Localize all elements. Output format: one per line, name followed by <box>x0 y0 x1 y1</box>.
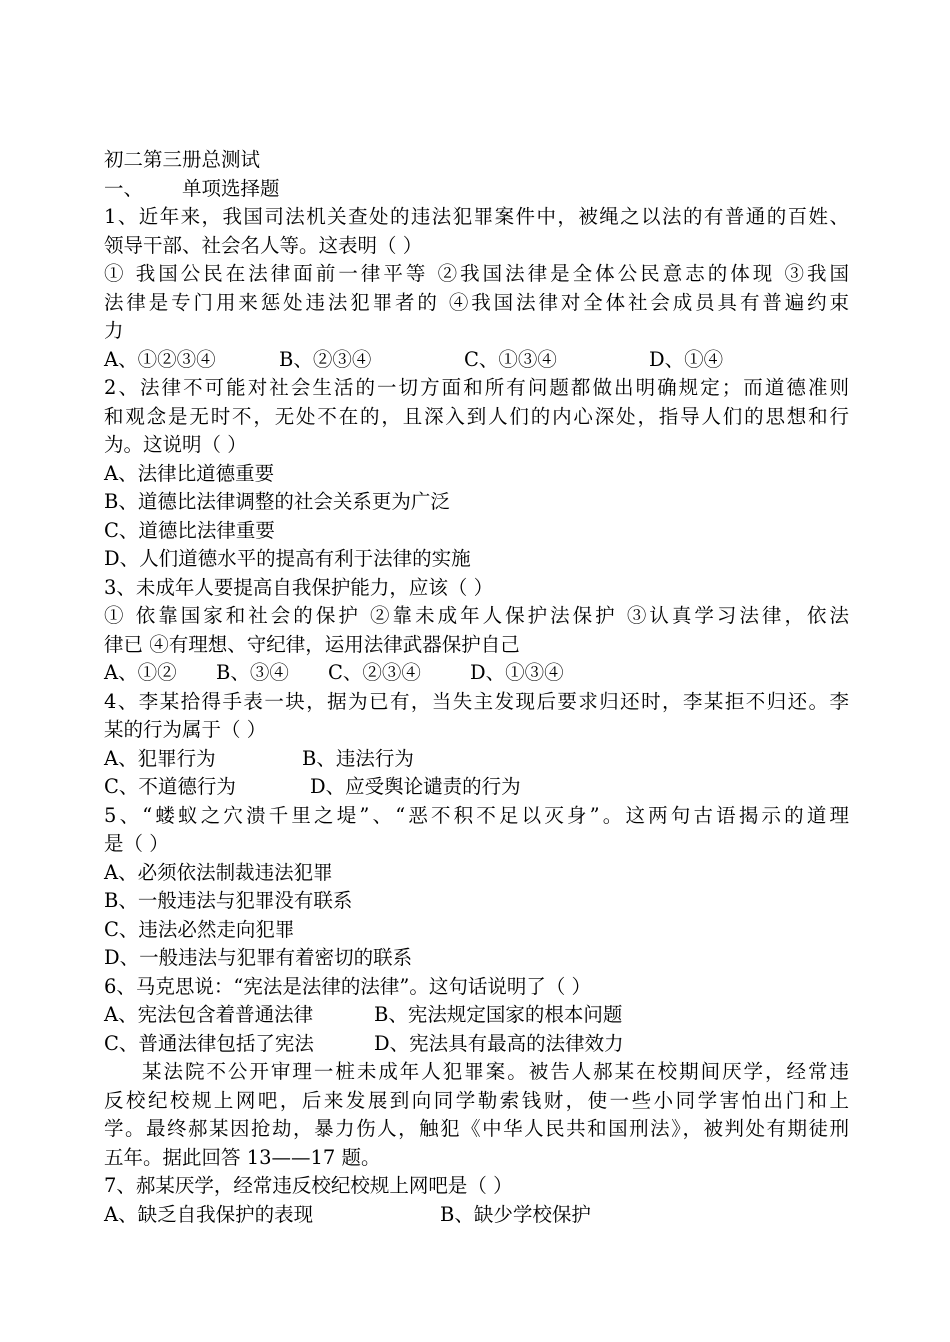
option-a: A、宪法包含着普通法律 <box>104 1003 314 1026</box>
question-3 <box>104 574 849 688</box>
option-row <box>104 659 849 688</box>
option-d: D、应受舆论谴责的行为 <box>310 775 521 798</box>
question-text: ① 我国公民在法律面前一律平等 ②我国法律是全体公民意志的体现 ③我国 <box>104 262 849 285</box>
option-row <box>104 1201 849 1230</box>
reading-passage <box>104 1058 849 1172</box>
option-row <box>104 1001 849 1030</box>
passage-text: 学。最终郝某因抢劫，暴力伤人，触犯《中华人民共和国刑法》，被判处有期徒刑 <box>104 1117 849 1140</box>
question-text: 2、法律不可能对社会生活的一切方面和所有问题都做出明确规定；而道德准则 <box>104 376 849 399</box>
option-a: A、犯罪行为 <box>104 746 216 770</box>
question-text: 和观念是无时不，无处不在的，且深入到人们的内心深处，指导人们的思想和行 <box>104 404 849 428</box>
question-text: 5、“蝼蚁之穴溃千里之堤”、“恶不积不足以灭身”。这两句古语揭示的道理 <box>104 803 849 827</box>
option-c: C、普通法律包括了宪法 <box>104 1031 314 1055</box>
question-text: 律已 ④有理想、守纪律，运用法律武器保护自己 <box>104 632 520 656</box>
option-c: C、违法必然走向犯罪 <box>104 917 295 941</box>
question-4 <box>104 688 849 802</box>
option-c: C、道德比法律重要 <box>104 518 275 542</box>
passage-text: 反校纪校规上网吧，后来发展到向同学勒索钱财，使一些小同学害怕出门和上 <box>104 1088 849 1112</box>
question-text: 领导干部、社会名人等。这表明（ ） <box>104 233 423 257</box>
question-text: 4、李某拾得手表一块，据为已有，当失主发现后要求归还时，李某拒不归还。李 <box>104 689 849 713</box>
question-text: 7、郝某厌学，经常违反校纪校规上网吧是（ ） <box>104 1174 513 1197</box>
question-7 <box>104 1172 849 1229</box>
section-label: 单项选择题 <box>182 176 280 200</box>
question-text: 是（ ） <box>104 832 169 855</box>
option-b: B、缺少学校保护 <box>440 1202 591 1226</box>
question-text: 某的行为属于（ ） <box>104 718 267 741</box>
question-text: 力 <box>104 319 124 342</box>
question-1 <box>104 203 849 374</box>
option-b: B、③④ <box>216 661 289 684</box>
option-c: C、不道德行为 <box>104 775 236 798</box>
question-text: ① 依靠国家和社会的保护 ②靠未成年人保护法保护 ③认真学习法律，依法 <box>104 604 849 627</box>
option-row <box>104 773 849 802</box>
document-page <box>104 146 849 1229</box>
option-row <box>104 346 849 375</box>
option-b: B、道德比法律调整的社会关系更为广泛 <box>104 490 450 513</box>
question-5 <box>104 802 849 973</box>
option-a: A、①② <box>104 661 177 684</box>
option-a: A、①②③④ <box>104 347 216 371</box>
option-a: A、必须依法制裁违法犯罪 <box>104 860 333 884</box>
question-2 <box>104 374 849 574</box>
option-b: B、宪法规定国家的根本问题 <box>374 1003 623 1026</box>
option-b: B、一般违法与犯罪没有联系 <box>104 889 353 912</box>
option-a: A、缺乏自我保护的表现 <box>104 1202 314 1226</box>
question-6 <box>104 973 849 1059</box>
question-text: 3、未成年人要提高自我保护能力，应该（ ） <box>104 575 494 599</box>
option-c: C、①③④ <box>464 347 557 371</box>
option-d: D、人们道德水平的提高有利于法律的实施 <box>104 547 471 570</box>
passage-text: 某法院不公开审理一桩未成年人犯罪案。被告人郝某在校期间厌学，经常违 <box>142 1060 849 1083</box>
option-d: D、一般违法与犯罪有着密切的联系 <box>104 946 413 969</box>
question-text: 1、近年来，我国司法机关查处的违法犯罪案件中，被绳之以法的有普通的百姓、 <box>104 205 849 228</box>
option-row <box>104 745 849 774</box>
option-d: D、①③④ <box>470 661 564 684</box>
option-b: B、②③④ <box>279 347 372 371</box>
option-b: B、违法行为 <box>302 746 414 770</box>
question-text: 法律是专门用来惩处违法犯罪者的 ④我国法律对全体社会成员具有普遍约束 <box>104 290 849 314</box>
option-a: A、法律比道德重要 <box>104 461 275 485</box>
passage-text: 五年。据此回答 13——17 题。 <box>104 1145 381 1169</box>
question-text: 6、马克思说：“宪法是法律的法律”。这句话说明了（ ） <box>104 974 592 998</box>
option-row <box>104 1030 849 1059</box>
section-number: 一、 <box>104 176 144 200</box>
option-d: D、宪法具有最高的法律效力 <box>374 1031 624 1055</box>
document-title: 初二第三册总测试 <box>104 148 261 171</box>
section-heading <box>104 175 849 204</box>
question-text: 为。这说明（ ） <box>104 433 247 456</box>
option-c: C、②③④ <box>328 661 421 684</box>
option-d: D、①④ <box>649 347 724 371</box>
